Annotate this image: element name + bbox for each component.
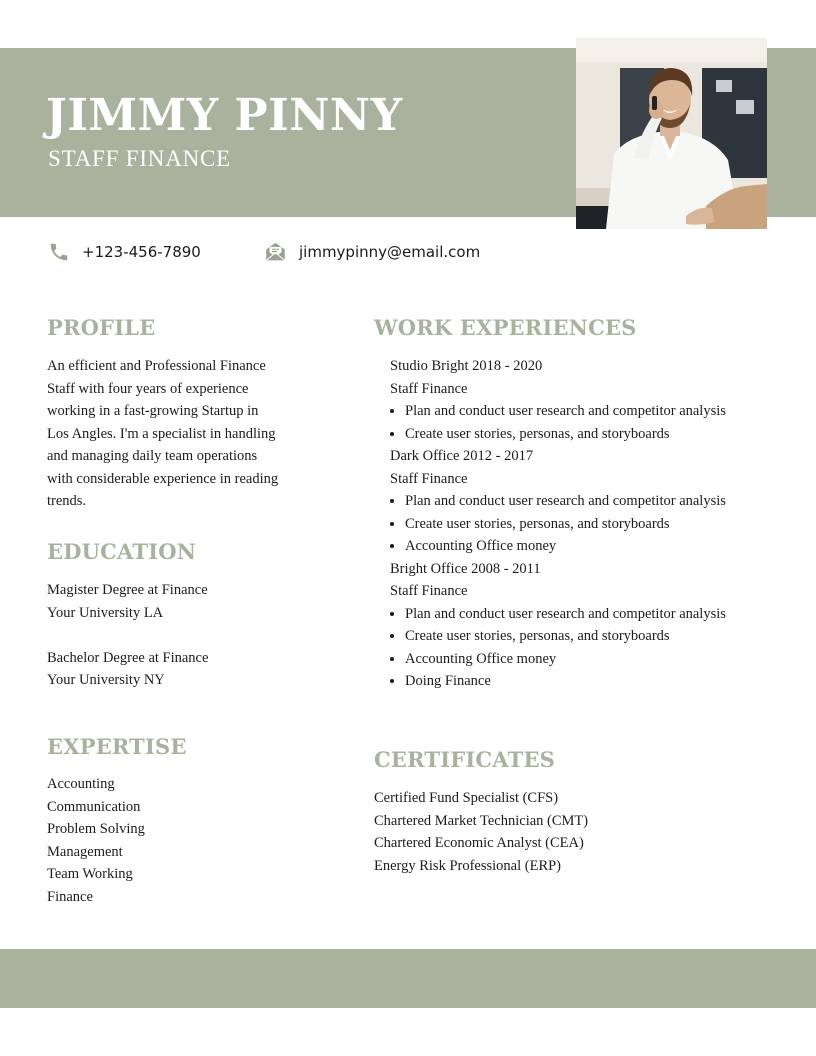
expertise-heading: EXPERTISE xyxy=(47,734,187,759)
education-heading: EDUCATION xyxy=(47,539,197,564)
applicant-name: JIMMY PINNY xyxy=(46,90,403,141)
job-task: • Plan and conduct user research and competitor analysis xyxy=(405,400,800,423)
profile-line: An efficient and Professional Finance xyxy=(47,358,266,374)
certificate-item: Energy Risk Professional (ERP) xyxy=(374,857,562,874)
education-school: Your University LA xyxy=(47,604,164,621)
job-role: Staff Finance xyxy=(390,470,468,487)
job-task: • Plan and conduct user research and competitor analysis xyxy=(405,490,800,513)
footer-band xyxy=(0,949,816,1008)
job-company: Dark Office 2012 - 2017 xyxy=(390,448,534,464)
profile-line: trends. xyxy=(47,493,87,509)
expertise-item: Finance xyxy=(47,888,93,905)
certificates-list xyxy=(374,787,794,877)
education-list xyxy=(47,579,307,692)
job-task: • Accounting Office money xyxy=(405,535,800,558)
certificate-item: Chartered Market Technician (CMT) xyxy=(374,812,589,829)
profile-line: working in a fast-growing Startup in xyxy=(47,403,259,419)
envelope-icon xyxy=(264,241,287,263)
certificate-item: Certified Fund Specialist (CFS) xyxy=(374,790,559,806)
education-degree: Bachelor Degree at Finance xyxy=(47,649,209,666)
job-task: • Create user stories, personas, and storyboards xyxy=(405,625,800,648)
job-task: • Doing Finance xyxy=(405,670,800,693)
phone-icon xyxy=(48,241,70,263)
email-contact xyxy=(264,240,480,264)
profile-heading: PROFILE xyxy=(47,315,156,340)
expertise-item: Accounting xyxy=(47,776,115,792)
job-task: • Create user stories, personas, and storyboards xyxy=(405,513,800,536)
expertise-item: Management xyxy=(47,843,123,860)
expertise-item: Problem Solving xyxy=(47,821,145,837)
job-task: • Create user stories, personas, and storyboards xyxy=(405,423,800,446)
phone-number: +123-456-7890 xyxy=(82,243,201,261)
expertise-item: Communication xyxy=(47,798,141,815)
work-list xyxy=(390,355,800,693)
profile-photo xyxy=(576,38,767,229)
education-degree: Magister Degree at Finance xyxy=(47,582,208,598)
job-company: Studio Bright 2018 - 2020 xyxy=(390,358,543,374)
profile-line: Los Angles. I'm a specialist in handling xyxy=(47,425,276,442)
phone-contact xyxy=(48,240,201,264)
job-tasks xyxy=(390,603,800,693)
profile-line: and managing daily team operations xyxy=(47,448,258,464)
certificate-item: Chartered Economic Analyst (CEA) xyxy=(374,835,584,851)
profile-line: with considerable experience in reading xyxy=(47,470,279,487)
expertise-list xyxy=(47,773,307,908)
education-school: Your University NY xyxy=(47,672,165,688)
profile-photo-illustration xyxy=(576,38,767,229)
job-task: • Accounting Office money xyxy=(405,648,800,671)
job-company: Bright Office 2008 - 2011 xyxy=(390,560,541,577)
work-heading: WORK EXPERIENCES xyxy=(374,315,637,340)
job-title: STAFF FINANCE xyxy=(48,146,232,171)
email-address: jimmypinny@email.com xyxy=(299,243,481,261)
job-task: • Plan and conduct user research and competitor analysis xyxy=(405,603,800,626)
job-role: Staff Finance xyxy=(390,583,468,599)
job-tasks xyxy=(390,490,800,558)
profile-text xyxy=(47,355,307,513)
certificates-heading: CERTIFICATES xyxy=(374,747,556,772)
job-tasks xyxy=(390,400,800,445)
job-role: Staff Finance xyxy=(390,380,468,397)
profile-line: Staff with four years of experience xyxy=(47,380,249,397)
expertise-item: Team Working xyxy=(47,866,133,882)
